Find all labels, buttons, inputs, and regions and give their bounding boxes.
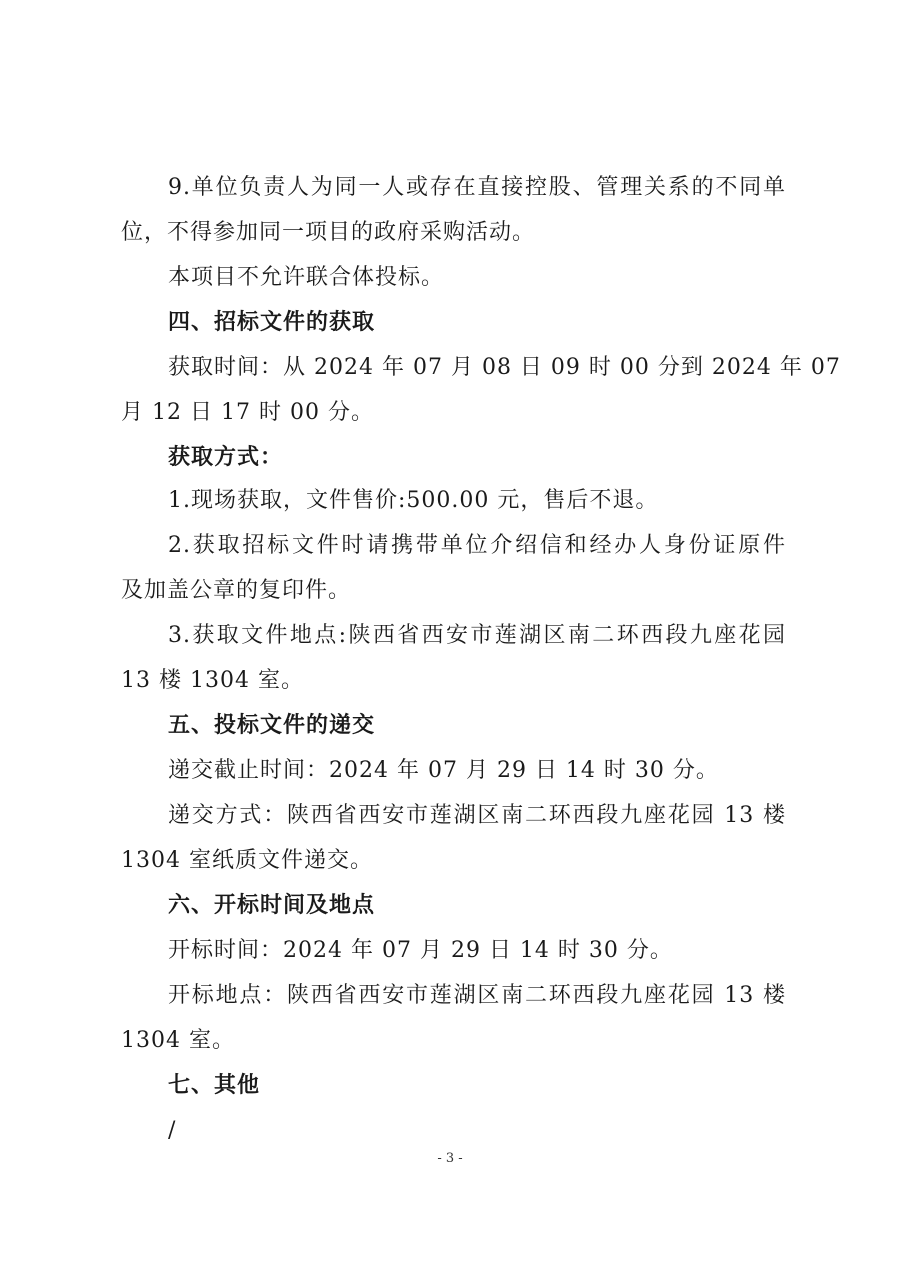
paragraph-line: 开标地点：陕西省西安市莲湖区南二环西段九座花园 13 楼	[168, 983, 786, 1008]
section-heading: 五、投标文件的递交	[168, 713, 376, 738]
paragraph-line: 递交方式：陕西省西安市莲湖区南二环西段九座花园 13 楼	[168, 803, 786, 828]
paragraph-line: 位，不得参加同一项目的政府采购活动。	[121, 220, 536, 245]
section-heading: 七、其他	[168, 1073, 261, 1098]
paragraph-line: 月 12 日 17 时 00 分。	[121, 400, 374, 425]
paragraph-line: /	[168, 1118, 177, 1143]
paragraph-line: 3.获取文件地点:陕西省西安市莲湖区南二环西段九座花园	[168, 623, 786, 648]
paragraph-line: 及加盖公章的复印件。	[121, 578, 352, 603]
paragraph-line: 1304 室纸质文件递交。	[121, 848, 373, 873]
paragraph-line: 递交截止时间：2024 年 07 月 29 日 14 时 30 分。	[168, 758, 719, 783]
subsection-heading: 获取方式：	[168, 445, 284, 470]
paragraph-line: 获取时间：从 2024 年 07 月 08 日 09 时 00 分到 2024 年 07	[168, 355, 841, 380]
paragraph-line: 13 楼 1304 室。	[121, 668, 304, 693]
paragraph-line: 开标时间：2024 年 07 月 29 日 14 时 30 分。	[168, 938, 673, 963]
paragraph-line: 2.获取招标文件时请携带单位介绍信和经办人身份证原件	[168, 533, 786, 558]
paragraph-line: 9.单位负责人为同一人或存在直接控股、管理关系的不同单	[168, 175, 786, 200]
paragraph-line: 1.现场获取，文件售价:500.00 元，售后不退。	[168, 488, 659, 513]
paragraph-line: 1304 室。	[121, 1028, 235, 1053]
section-heading: 四、招标文件的获取	[168, 310, 376, 335]
page-number: - 3 -	[437, 1151, 463, 1166]
paragraph-line: 本项目不允许联合体投标。	[168, 265, 445, 290]
section-heading: 六、开标时间及地点	[168, 893, 376, 918]
